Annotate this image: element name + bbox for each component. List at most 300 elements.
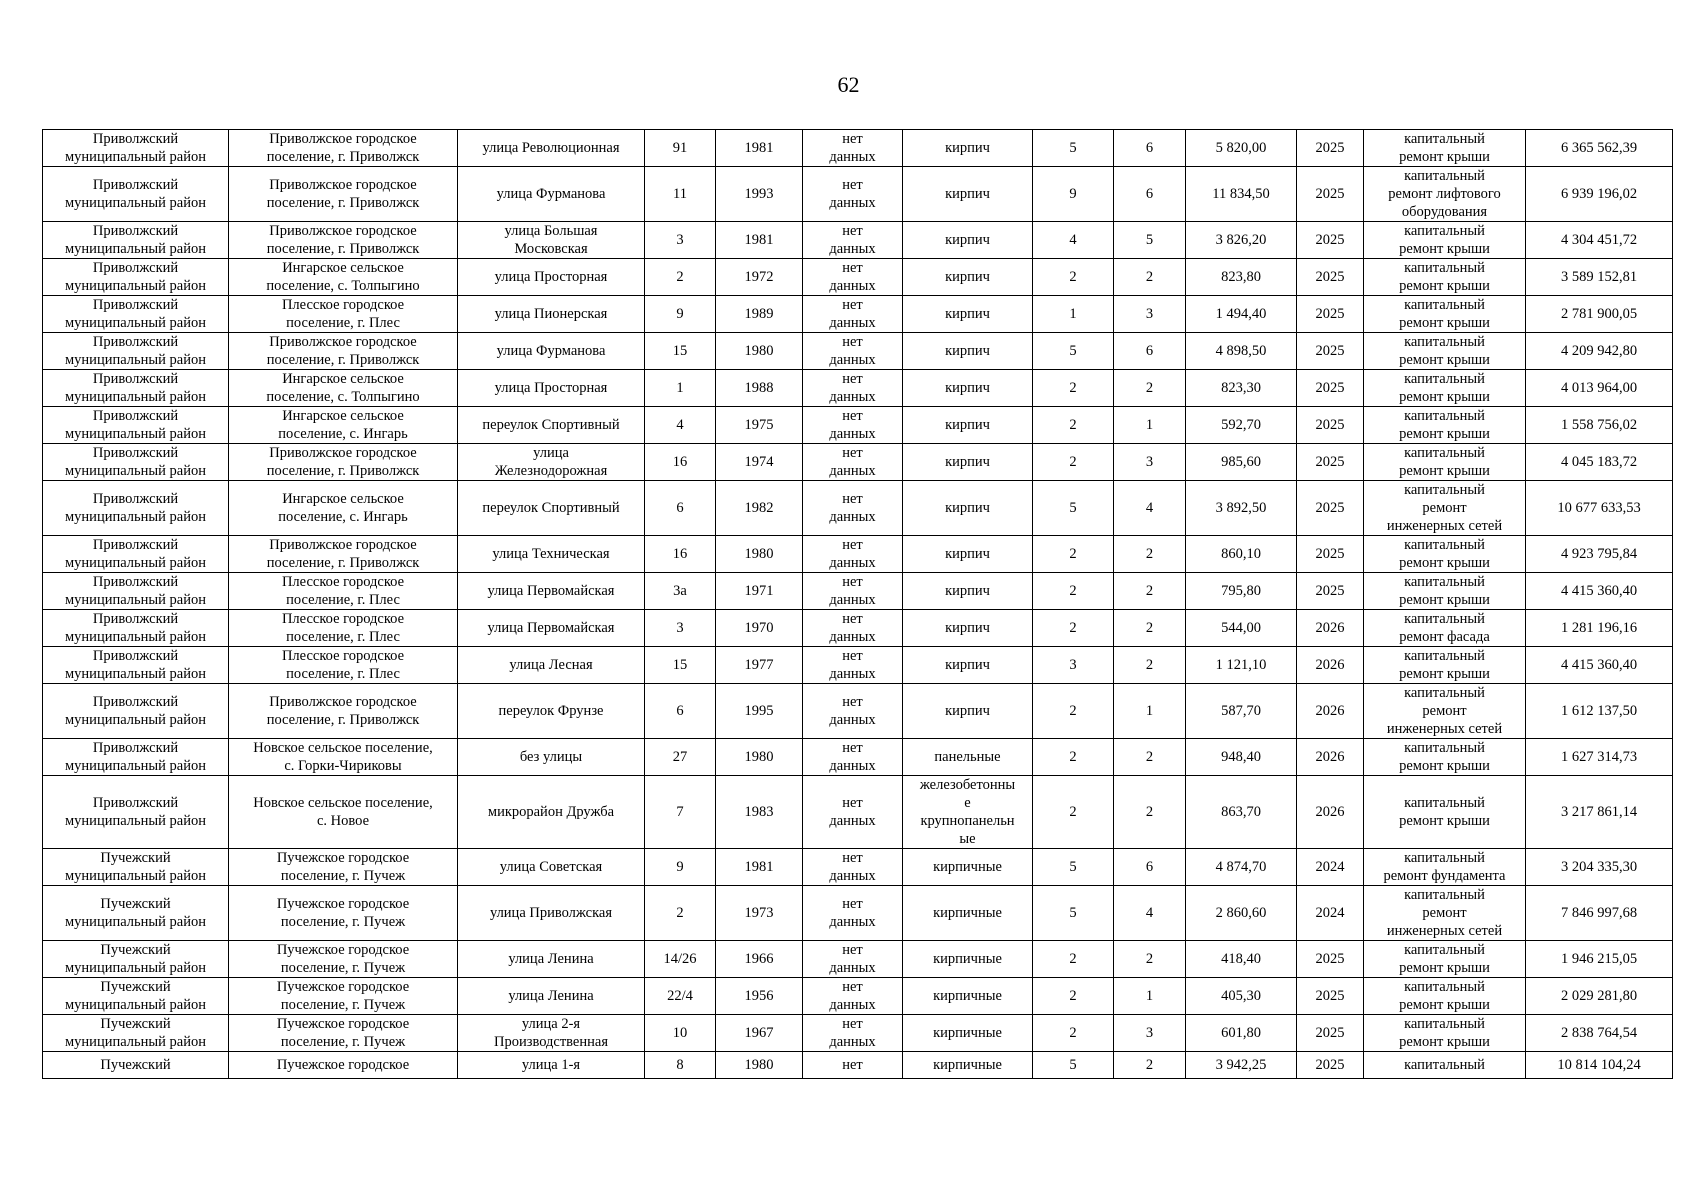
cell-floors: 2 bbox=[1033, 536, 1114, 573]
cell-district: Приволжский муниципальный район bbox=[43, 610, 229, 647]
cell-work: капитальный ремонт крыши bbox=[1364, 978, 1526, 1015]
cell-plan-year: 2025 bbox=[1297, 259, 1364, 296]
cell-entrances: 6 bbox=[1114, 130, 1186, 167]
cell-status: нет данных bbox=[803, 444, 903, 481]
cell-area: 3 892,50 bbox=[1186, 481, 1297, 536]
cell-house: 15 bbox=[645, 647, 716, 684]
cell-status: нет данных bbox=[803, 573, 903, 610]
cell-entrances: 4 bbox=[1114, 481, 1186, 536]
cell-house: 7 bbox=[645, 776, 716, 849]
cell-work: капитальный ремонт крыши bbox=[1364, 296, 1526, 333]
cell-area: 4 874,70 bbox=[1186, 849, 1297, 886]
cell-material: кирпичные bbox=[903, 1015, 1033, 1052]
cell-area: 405,30 bbox=[1186, 978, 1297, 1015]
cell-cost: 1 612 137,50 bbox=[1526, 684, 1673, 739]
cell-work: капитальный ремонт инженерных сетей bbox=[1364, 481, 1526, 536]
cell-year: 1972 bbox=[716, 259, 803, 296]
cell-material: кирпич bbox=[903, 370, 1033, 407]
cell-district: Приволжский муниципальный район bbox=[43, 222, 229, 259]
cell-entrances: 2 bbox=[1114, 259, 1186, 296]
cell-work: капитальный ремонт лифтового оборудования bbox=[1364, 167, 1526, 222]
cell-area: 948,40 bbox=[1186, 739, 1297, 776]
cell-entrances: 1 bbox=[1114, 978, 1186, 1015]
cell-status: нет данных bbox=[803, 167, 903, 222]
cell-floors: 2 bbox=[1033, 259, 1114, 296]
cell-status: нет данных bbox=[803, 647, 903, 684]
cell-district: Приволжский муниципальный район bbox=[43, 259, 229, 296]
cell-floors: 2 bbox=[1033, 941, 1114, 978]
cell-house: 6 bbox=[645, 684, 716, 739]
cell-house: 16 bbox=[645, 536, 716, 573]
cell-work: капитальный ремонт фасада bbox=[1364, 610, 1526, 647]
cell-street: улица Просторная bbox=[458, 370, 645, 407]
cell-settlement: Приволжское городское поселение, г. Приволжск bbox=[229, 536, 458, 573]
cell-settlement: Пучежское городское bbox=[229, 1052, 458, 1079]
cell-plan-year: 2026 bbox=[1297, 647, 1364, 684]
cell-material: кирпич bbox=[903, 573, 1033, 610]
cell-work: капитальный ремонт крыши bbox=[1364, 573, 1526, 610]
cell-area: 863,70 bbox=[1186, 776, 1297, 849]
table-row bbox=[43, 296, 1673, 333]
table-row bbox=[43, 1052, 1673, 1079]
cell-floors: 2 bbox=[1033, 684, 1114, 739]
housing-repair-table bbox=[42, 129, 1673, 1079]
cell-material: кирпич bbox=[903, 444, 1033, 481]
cell-status: нет bbox=[803, 1052, 903, 1079]
cell-year: 1980 bbox=[716, 536, 803, 573]
cell-work: капитальный ремонт крыши bbox=[1364, 222, 1526, 259]
cell-plan-year: 2025 bbox=[1297, 1015, 1364, 1052]
cell-cost: 10 677 633,53 bbox=[1526, 481, 1673, 536]
cell-plan-year: 2025 bbox=[1297, 941, 1364, 978]
table-row bbox=[43, 739, 1673, 776]
cell-street: переулок Спортивный bbox=[458, 407, 645, 444]
cell-floors: 4 bbox=[1033, 222, 1114, 259]
cell-status: нет данных bbox=[803, 886, 903, 941]
cell-plan-year: 2025 bbox=[1297, 222, 1364, 259]
cell-floors: 2 bbox=[1033, 776, 1114, 849]
cell-area: 823,80 bbox=[1186, 259, 1297, 296]
table-body bbox=[43, 130, 1673, 1079]
cell-material: панельные bbox=[903, 739, 1033, 776]
cell-entrances: 2 bbox=[1114, 370, 1186, 407]
cell-cost: 4 415 360,40 bbox=[1526, 573, 1673, 610]
cell-street: улица Железнодорожная bbox=[458, 444, 645, 481]
cell-work: капитальный ремонт крыши bbox=[1364, 333, 1526, 370]
cell-plan-year: 2025 bbox=[1297, 1052, 1364, 1079]
cell-year: 1967 bbox=[716, 1015, 803, 1052]
cell-house: 4 bbox=[645, 407, 716, 444]
cell-cost: 4 045 183,72 bbox=[1526, 444, 1673, 481]
cell-floors: 5 bbox=[1033, 886, 1114, 941]
cell-settlement: Плесское городское поселение, г. Плес bbox=[229, 573, 458, 610]
cell-cost: 2 029 281,80 bbox=[1526, 978, 1673, 1015]
cell-year: 1981 bbox=[716, 849, 803, 886]
cell-status: нет данных bbox=[803, 684, 903, 739]
cell-area: 601,80 bbox=[1186, 1015, 1297, 1052]
cell-cost: 6 365 562,39 bbox=[1526, 130, 1673, 167]
cell-material: кирпичные bbox=[903, 978, 1033, 1015]
cell-plan-year: 2026 bbox=[1297, 610, 1364, 647]
cell-street: улица Ленина bbox=[458, 978, 645, 1015]
cell-entrances: 3 bbox=[1114, 444, 1186, 481]
cell-street: без улицы bbox=[458, 739, 645, 776]
cell-work: капитальный ремонт крыши bbox=[1364, 370, 1526, 407]
cell-plan-year: 2025 bbox=[1297, 167, 1364, 222]
cell-district: Приволжский муниципальный район bbox=[43, 536, 229, 573]
cell-material: кирпич bbox=[903, 167, 1033, 222]
cell-work: капитальный ремонт крыши bbox=[1364, 647, 1526, 684]
table-row bbox=[43, 167, 1673, 222]
cell-house: 10 bbox=[645, 1015, 716, 1052]
cell-cost: 4 923 795,84 bbox=[1526, 536, 1673, 573]
cell-material: кирпичные bbox=[903, 886, 1033, 941]
cell-settlement: Ингарское сельское поселение, с. Толпыгино bbox=[229, 259, 458, 296]
cell-entrances: 6 bbox=[1114, 167, 1186, 222]
table-row bbox=[43, 444, 1673, 481]
cell-work: капитальный bbox=[1364, 1052, 1526, 1079]
table-row bbox=[43, 370, 1673, 407]
cell-entrances: 5 bbox=[1114, 222, 1186, 259]
cell-entrances: 1 bbox=[1114, 684, 1186, 739]
cell-plan-year: 2025 bbox=[1297, 333, 1364, 370]
cell-work: капитальный ремонт крыши bbox=[1364, 130, 1526, 167]
cell-district: Пучежский муниципальный район bbox=[43, 886, 229, 941]
cell-year: 1966 bbox=[716, 941, 803, 978]
cell-year: 1980 bbox=[716, 1052, 803, 1079]
cell-cost: 3 204 335,30 bbox=[1526, 849, 1673, 886]
table-row bbox=[43, 481, 1673, 536]
cell-settlement: Пучежское городское поселение, г. Пучеж bbox=[229, 941, 458, 978]
cell-material: кирпичные bbox=[903, 849, 1033, 886]
cell-floors: 5 bbox=[1033, 333, 1114, 370]
page-number: 62 bbox=[837, 72, 860, 97]
cell-material: кирпич bbox=[903, 684, 1033, 739]
cell-material: кирпич bbox=[903, 259, 1033, 296]
cell-year: 1995 bbox=[716, 684, 803, 739]
cell-material: кирпич bbox=[903, 536, 1033, 573]
cell-district: Приволжский муниципальный район bbox=[43, 296, 229, 333]
cell-district: Пучежский bbox=[43, 1052, 229, 1079]
cell-year: 1989 bbox=[716, 296, 803, 333]
cell-plan-year: 2026 bbox=[1297, 739, 1364, 776]
cell-status: нет данных bbox=[803, 1015, 903, 1052]
cell-work: капитальный ремонт инженерных сетей bbox=[1364, 886, 1526, 941]
cell-year: 1980 bbox=[716, 333, 803, 370]
cell-floors: 2 bbox=[1033, 739, 1114, 776]
cell-street: улица Первомайская bbox=[458, 610, 645, 647]
cell-plan-year: 2024 bbox=[1297, 849, 1364, 886]
table-row bbox=[43, 407, 1673, 444]
cell-street: улица Большая Московская bbox=[458, 222, 645, 259]
cell-year: 1974 bbox=[716, 444, 803, 481]
table-row bbox=[43, 941, 1673, 978]
cell-area: 418,40 bbox=[1186, 941, 1297, 978]
cell-entrances: 4 bbox=[1114, 886, 1186, 941]
cell-plan-year: 2024 bbox=[1297, 886, 1364, 941]
cell-work: капитальный ремонт крыши bbox=[1364, 739, 1526, 776]
cell-entrances: 6 bbox=[1114, 333, 1186, 370]
cell-entrances: 2 bbox=[1114, 573, 1186, 610]
cell-house: 22/4 bbox=[645, 978, 716, 1015]
table-row bbox=[43, 1015, 1673, 1052]
table-row bbox=[43, 130, 1673, 167]
cell-plan-year: 2025 bbox=[1297, 481, 1364, 536]
cell-area: 985,60 bbox=[1186, 444, 1297, 481]
cell-work: капитальный ремонт инженерных сетей bbox=[1364, 684, 1526, 739]
cell-entrances: 2 bbox=[1114, 647, 1186, 684]
cell-cost: 1 558 756,02 bbox=[1526, 407, 1673, 444]
cell-entrances: 2 bbox=[1114, 739, 1186, 776]
cell-settlement: Ингарское сельское поселение, с. Толпыгино bbox=[229, 370, 458, 407]
cell-district: Приволжский муниципальный район bbox=[43, 684, 229, 739]
cell-street: улица Просторная bbox=[458, 259, 645, 296]
cell-status: нет данных bbox=[803, 222, 903, 259]
cell-cost: 4 209 942,80 bbox=[1526, 333, 1673, 370]
table-row bbox=[43, 573, 1673, 610]
cell-cost: 2 838 764,54 bbox=[1526, 1015, 1673, 1052]
cell-plan-year: 2026 bbox=[1297, 684, 1364, 739]
cell-cost: 4 304 451,72 bbox=[1526, 222, 1673, 259]
cell-district: Приволжский муниципальный район bbox=[43, 481, 229, 536]
cell-street: улица Лесная bbox=[458, 647, 645, 684]
cell-district: Приволжский муниципальный район bbox=[43, 776, 229, 849]
cell-cost: 2 781 900,05 bbox=[1526, 296, 1673, 333]
table-row bbox=[43, 684, 1673, 739]
cell-settlement: Приволжское городское поселение, г. Приволжск bbox=[229, 684, 458, 739]
cell-settlement: Приволжское городское поселение, г. Приволжск bbox=[229, 130, 458, 167]
cell-street: улица Фурманова bbox=[458, 333, 645, 370]
cell-district: Приволжский муниципальный район bbox=[43, 573, 229, 610]
cell-cost: 7 846 997,68 bbox=[1526, 886, 1673, 941]
cell-house: 8 bbox=[645, 1052, 716, 1079]
cell-district: Приволжский муниципальный район bbox=[43, 333, 229, 370]
cell-settlement: Приволжское городское поселение, г. Приволжск bbox=[229, 222, 458, 259]
cell-entrances: 1 bbox=[1114, 407, 1186, 444]
cell-settlement: Новское сельское поселение, с. Горки-Чириковы bbox=[229, 739, 458, 776]
cell-area: 3 942,25 bbox=[1186, 1052, 1297, 1079]
cell-settlement: Новское сельское поселение, с. Новое bbox=[229, 776, 458, 849]
cell-area: 860,10 bbox=[1186, 536, 1297, 573]
cell-status: нет данных bbox=[803, 481, 903, 536]
cell-area: 587,70 bbox=[1186, 684, 1297, 739]
cell-floors: 5 bbox=[1033, 481, 1114, 536]
cell-year: 1983 bbox=[716, 776, 803, 849]
cell-district: Пучежский муниципальный район bbox=[43, 941, 229, 978]
table-row bbox=[43, 222, 1673, 259]
cell-material: кирпич bbox=[903, 647, 1033, 684]
cell-year: 1982 bbox=[716, 481, 803, 536]
cell-district: Приволжский муниципальный район bbox=[43, 444, 229, 481]
cell-district: Приволжский муниципальный район bbox=[43, 130, 229, 167]
cell-cost: 1 627 314,73 bbox=[1526, 739, 1673, 776]
cell-cost: 1 946 215,05 bbox=[1526, 941, 1673, 978]
cell-district: Пучежский муниципальный район bbox=[43, 978, 229, 1015]
cell-settlement: Пучежское городское поселение, г. Пучеж bbox=[229, 978, 458, 1015]
cell-material: железобетонны е крупнопанельн ые bbox=[903, 776, 1033, 849]
cell-district: Пучежский муниципальный район bbox=[43, 1015, 229, 1052]
table-row bbox=[43, 333, 1673, 370]
cell-settlement: Ингарское сельское поселение, с. Ингарь bbox=[229, 407, 458, 444]
cell-material: кирпичные bbox=[903, 941, 1033, 978]
cell-status: нет данных bbox=[803, 407, 903, 444]
cell-year: 1977 bbox=[716, 647, 803, 684]
table-row bbox=[43, 610, 1673, 647]
table-row bbox=[43, 259, 1673, 296]
cell-house: 11 bbox=[645, 167, 716, 222]
cell-area: 4 898,50 bbox=[1186, 333, 1297, 370]
cell-district: Приволжский муниципальный район bbox=[43, 739, 229, 776]
cell-settlement: Плесское городское поселение, г. Плес bbox=[229, 610, 458, 647]
table-row bbox=[43, 536, 1673, 573]
cell-street: микрорайон Дружба bbox=[458, 776, 645, 849]
cell-area: 1 121,10 bbox=[1186, 647, 1297, 684]
cell-year: 1973 bbox=[716, 886, 803, 941]
cell-work: капитальный ремонт крыши bbox=[1364, 1015, 1526, 1052]
cell-street: улица Техническая bbox=[458, 536, 645, 573]
cell-year: 1975 bbox=[716, 407, 803, 444]
cell-cost: 3 217 861,14 bbox=[1526, 776, 1673, 849]
cell-house: 15 bbox=[645, 333, 716, 370]
cell-floors: 5 bbox=[1033, 130, 1114, 167]
cell-settlement: Приволжское городское поселение, г. Приволжск bbox=[229, 333, 458, 370]
cell-entrances: 2 bbox=[1114, 536, 1186, 573]
cell-settlement: Пучежское городское поселение, г. Пучеж bbox=[229, 849, 458, 886]
cell-area: 11 834,50 bbox=[1186, 167, 1297, 222]
cell-plan-year: 2025 bbox=[1297, 296, 1364, 333]
cell-house: 27 bbox=[645, 739, 716, 776]
cell-entrances: 3 bbox=[1114, 296, 1186, 333]
cell-district: Приволжский муниципальный район bbox=[43, 370, 229, 407]
cell-district: Пучежский муниципальный район bbox=[43, 849, 229, 886]
cell-entrances: 3 bbox=[1114, 1015, 1186, 1052]
cell-street: улица 1-я bbox=[458, 1052, 645, 1079]
cell-district: Приволжский муниципальный район bbox=[43, 407, 229, 444]
cell-settlement: Приволжское городское поселение, г. Приволжск bbox=[229, 444, 458, 481]
cell-material: кирпич bbox=[903, 222, 1033, 259]
cell-cost: 4 415 360,40 bbox=[1526, 647, 1673, 684]
cell-status: нет данных bbox=[803, 610, 903, 647]
cell-plan-year: 2025 bbox=[1297, 444, 1364, 481]
cell-house: 16 bbox=[645, 444, 716, 481]
cell-settlement: Ингарское сельское поселение, с. Ингарь bbox=[229, 481, 458, 536]
cell-status: нет данных bbox=[803, 296, 903, 333]
cell-plan-year: 2025 bbox=[1297, 536, 1364, 573]
cell-street: улица Фурманова bbox=[458, 167, 645, 222]
cell-material: кирпич bbox=[903, 130, 1033, 167]
cell-street: улица Советская bbox=[458, 849, 645, 886]
cell-work: капитальный ремонт крыши bbox=[1364, 536, 1526, 573]
cell-house: 3 bbox=[645, 610, 716, 647]
cell-year: 1956 bbox=[716, 978, 803, 1015]
cell-floors: 9 bbox=[1033, 167, 1114, 222]
cell-house: 3 bbox=[645, 222, 716, 259]
cell-work: капитальный ремонт фундамента bbox=[1364, 849, 1526, 886]
cell-material: кирпич bbox=[903, 407, 1033, 444]
cell-cost: 1 281 196,16 bbox=[1526, 610, 1673, 647]
cell-area: 592,70 bbox=[1186, 407, 1297, 444]
cell-area: 823,30 bbox=[1186, 370, 1297, 407]
cell-floors: 2 bbox=[1033, 407, 1114, 444]
table-row bbox=[43, 849, 1673, 886]
cell-settlement: Пучежское городское поселение, г. Пучеж bbox=[229, 886, 458, 941]
cell-floors: 2 bbox=[1033, 1015, 1114, 1052]
cell-area: 544,00 bbox=[1186, 610, 1297, 647]
cell-plan-year: 2025 bbox=[1297, 407, 1364, 444]
cell-year: 1980 bbox=[716, 739, 803, 776]
cell-status: нет данных bbox=[803, 259, 903, 296]
cell-floors: 3 bbox=[1033, 647, 1114, 684]
cell-status: нет данных bbox=[803, 776, 903, 849]
cell-cost: 4 013 964,00 bbox=[1526, 370, 1673, 407]
cell-work: капитальный ремонт крыши bbox=[1364, 444, 1526, 481]
cell-status: нет данных bbox=[803, 849, 903, 886]
cell-district: Приволжский муниципальный район bbox=[43, 167, 229, 222]
cell-plan-year: 2025 bbox=[1297, 130, 1364, 167]
cell-status: нет данных bbox=[803, 536, 903, 573]
cell-settlement: Пучежское городское поселение, г. Пучеж bbox=[229, 1015, 458, 1052]
cell-house: 91 bbox=[645, 130, 716, 167]
cell-year: 1981 bbox=[716, 130, 803, 167]
cell-street: улица Ленина bbox=[458, 941, 645, 978]
cell-status: нет данных bbox=[803, 370, 903, 407]
cell-entrances: 6 bbox=[1114, 849, 1186, 886]
cell-house: 9 bbox=[645, 849, 716, 886]
cell-district: Приволжский муниципальный район bbox=[43, 647, 229, 684]
cell-street: улица Пионерская bbox=[458, 296, 645, 333]
cell-year: 1981 bbox=[716, 222, 803, 259]
cell-status: нет данных bbox=[803, 130, 903, 167]
cell-settlement: Плесское городское поселение, г. Плес bbox=[229, 296, 458, 333]
cell-street: переулок Фрунзе bbox=[458, 684, 645, 739]
table-row bbox=[43, 886, 1673, 941]
cell-house: 2 bbox=[645, 259, 716, 296]
cell-house: 3а bbox=[645, 573, 716, 610]
cell-floors: 5 bbox=[1033, 849, 1114, 886]
cell-plan-year: 2026 bbox=[1297, 776, 1364, 849]
cell-street: улица Революционная bbox=[458, 130, 645, 167]
cell-floors: 2 bbox=[1033, 573, 1114, 610]
cell-plan-year: 2025 bbox=[1297, 370, 1364, 407]
cell-street: улица Приволжская bbox=[458, 886, 645, 941]
cell-cost: 10 814 104,24 bbox=[1526, 1052, 1673, 1079]
cell-house: 2 bbox=[645, 886, 716, 941]
cell-year: 1971 bbox=[716, 573, 803, 610]
table-row bbox=[43, 647, 1673, 684]
cell-floors: 2 bbox=[1033, 978, 1114, 1015]
cell-work: капитальный ремонт крыши bbox=[1364, 407, 1526, 444]
cell-year: 1993 bbox=[716, 167, 803, 222]
cell-work: капитальный ремонт крыши bbox=[1364, 941, 1526, 978]
cell-house: 6 bbox=[645, 481, 716, 536]
cell-cost: 3 589 152,81 bbox=[1526, 259, 1673, 296]
cell-material: кирпич bbox=[903, 296, 1033, 333]
cell-area: 795,80 bbox=[1186, 573, 1297, 610]
cell-status: нет данных bbox=[803, 978, 903, 1015]
cell-street: улица Первомайская bbox=[458, 573, 645, 610]
cell-year: 1970 bbox=[716, 610, 803, 647]
cell-plan-year: 2025 bbox=[1297, 573, 1364, 610]
cell-material: кирпичные bbox=[903, 1052, 1033, 1079]
cell-year: 1988 bbox=[716, 370, 803, 407]
cell-status: нет данных bbox=[803, 941, 903, 978]
cell-cost: 6 939 196,02 bbox=[1526, 167, 1673, 222]
cell-plan-year: 2025 bbox=[1297, 978, 1364, 1015]
cell-entrances: 2 bbox=[1114, 776, 1186, 849]
cell-material: кирпич bbox=[903, 333, 1033, 370]
cell-material: кирпич bbox=[903, 610, 1033, 647]
cell-entrances: 2 bbox=[1114, 1052, 1186, 1079]
